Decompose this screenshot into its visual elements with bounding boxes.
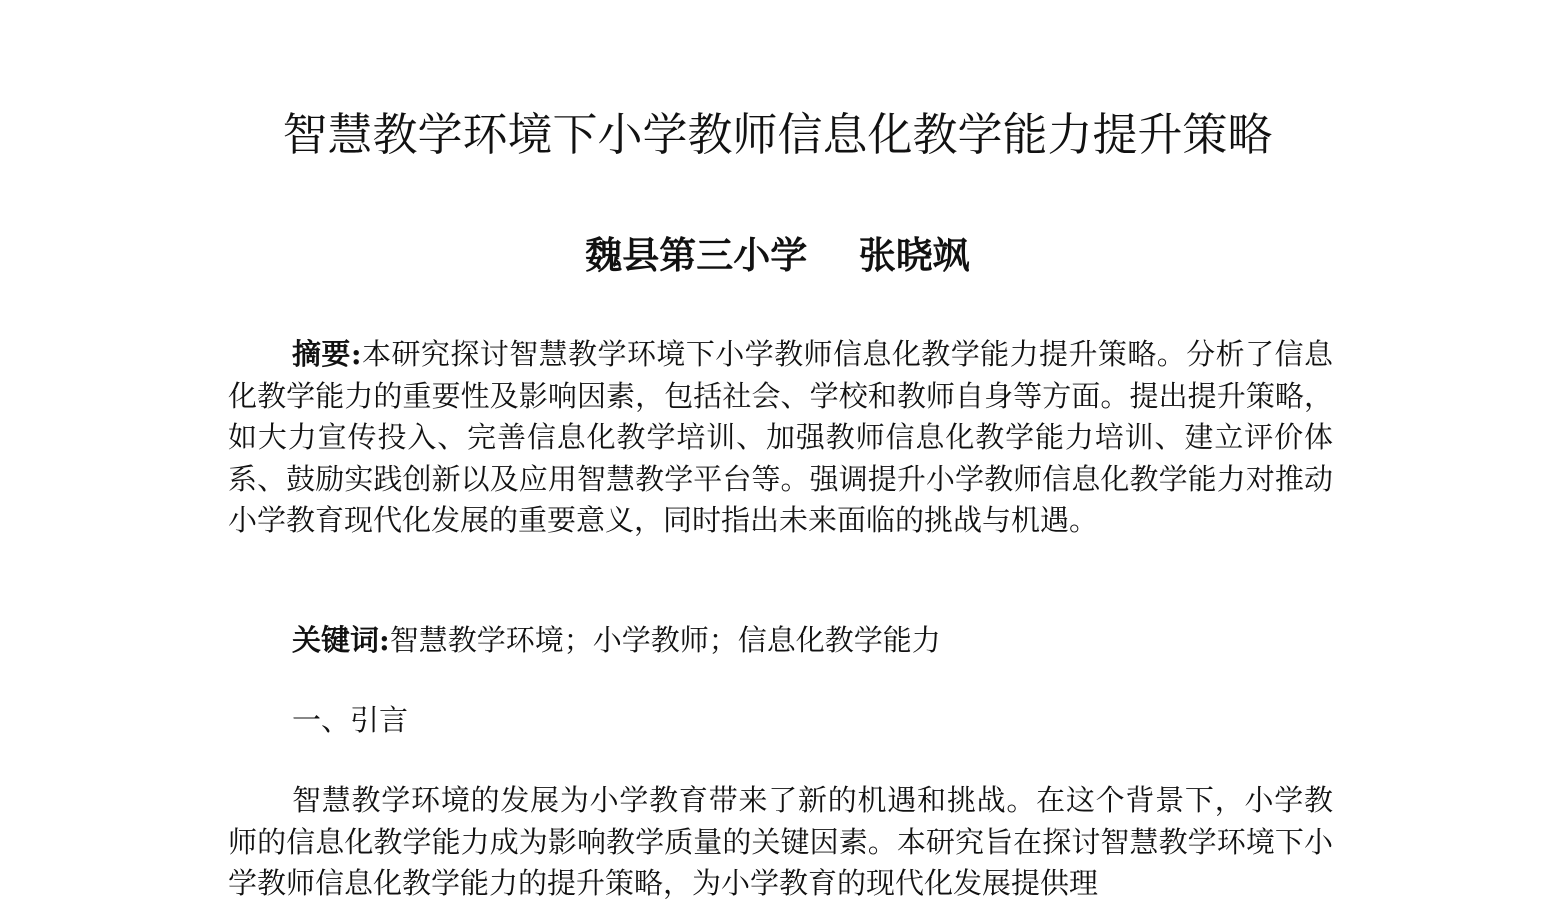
abstract-text: 本研究探讨智慧教学环境下小学教师信息化教学能力提升策略。分析了信息化教学能力的重要性及影响因素，包括社会、学校和教师自身等方面。提出提升策略，如大力宣传投入、完善信息化教学培训、加强教师信息化教学能力培训、建立评价体系、鼓励实践创新以及应用智慧教学平台等。强调提升小学教师信息化教学能力对推动小学教育现代化发展的重要意义，同时指出未来面临的挑战与机遇。 (228, 337, 1333, 537)
abstract-paragraph (228, 334, 1333, 542)
keywords-section (228, 620, 1333, 662)
keywords-paragraph (228, 620, 1333, 662)
introduction-paragraph: 智慧教学环境的发展为小学教育带来了新的机遇和挑战。在这个背景下，小学教师的信息化教学能力成为影响教学质量的关键因素。本研究旨在探讨智慧教学环境下小学教师信息化教学能力的提升策略，为小学教育的现代化发展提供理 (228, 783, 1333, 900)
paper-title: 智慧教学环境下小学教师信息化教学能力提升策略 (282, 108, 1273, 161)
author-line: 魏县第三小学 张晓飒 (585, 233, 970, 277)
keywords-text: 智慧教学环境；小学教师；信息化教学能力 (389, 623, 941, 657)
abstract-label: 摘要: (292, 337, 362, 371)
abstract-section (228, 334, 1333, 542)
keywords-label: 关键词: (292, 623, 390, 657)
section-heading-introduction (228, 700, 1333, 742)
section-heading-text: 一、引言 (292, 703, 409, 737)
introduction-section (228, 780, 1333, 905)
